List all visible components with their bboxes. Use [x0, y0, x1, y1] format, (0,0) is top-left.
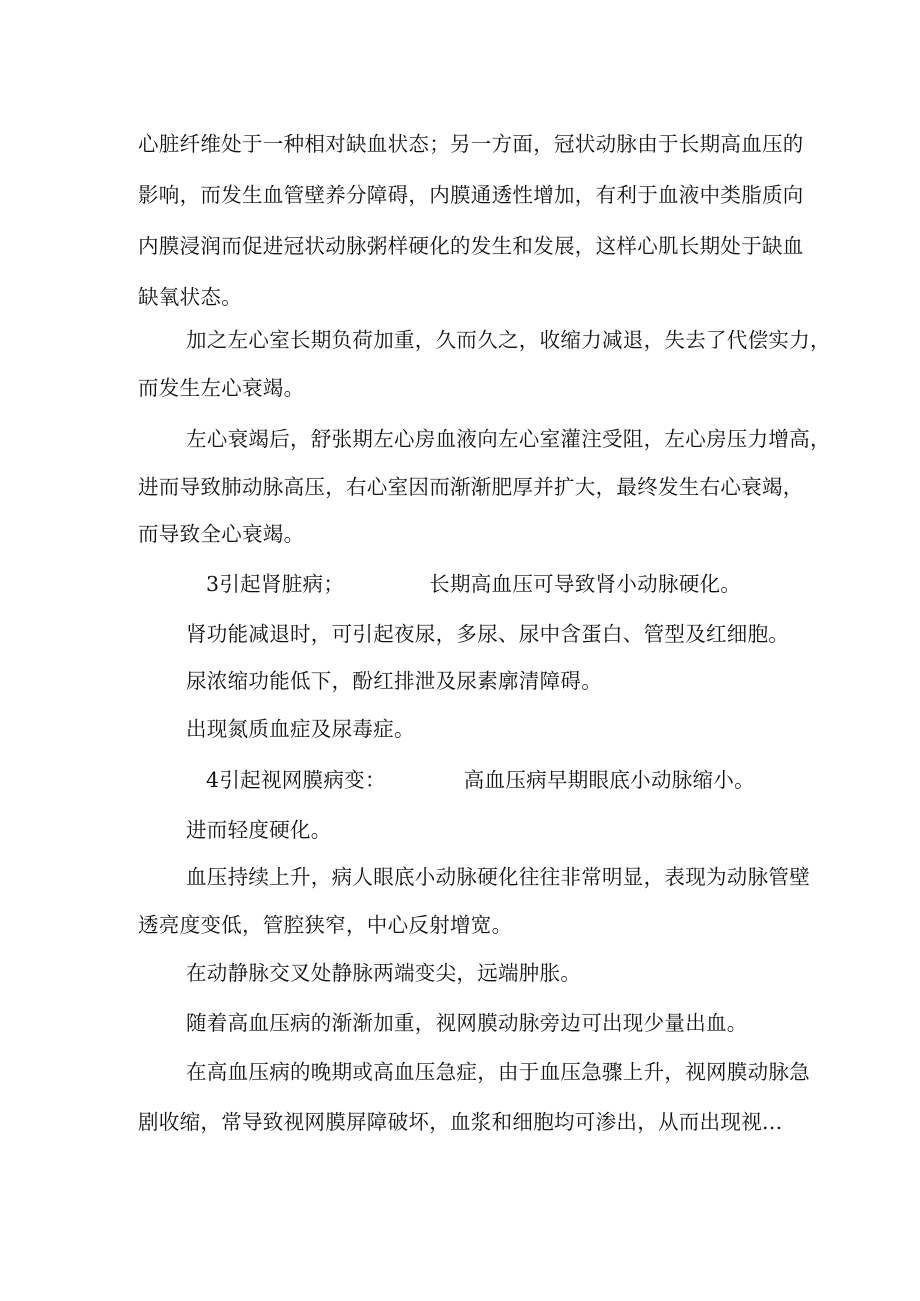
text-line: 心脏纤维处于一种相对缺血状态；另一方面，冠状动脉由于长期高血压的 [138, 132, 804, 156]
text-line: 而导致全心衰竭。 [138, 522, 305, 546]
text-line: 加之左心室长期负荷加重，久而久之，收缩力减退，失去了代偿实力， [186, 328, 831, 352]
text-line: 在高血压病的晚期或高血压急症，由于血压急骤上升，视网膜动脉急 [186, 1060, 810, 1084]
text-line: 左心衰竭后，舒张期左心房血液向左心室灌注受阻，左心房压力增高， [186, 427, 831, 451]
text-line: 内膜浸润而促进冠状动脉粥样硬化的发生和发展，这样心肌长期处于缺血 [138, 234, 804, 258]
text-line: 影响，而发生血管壁养分障碍，内膜通透性增加，有利于血液中类脂质向 [138, 183, 804, 207]
section-kidney [206, 570, 741, 598]
section-lead-text: 高血压病早期眼底小动脉缩小。 [463, 768, 755, 792]
text-line: 尿浓缩功能低下，酚红排泄及尿素廓清障碍。 [186, 669, 602, 693]
text-line: 进而导致肺动脉高压，右心室因而渐渐肥厚并扩大，最终发生右心衰竭， [138, 475, 804, 499]
text-line: 透亮度变低，管腔狭窄，中心反射增宽。 [138, 913, 513, 937]
section-retina [206, 766, 755, 794]
text-line: 而发生左心衰竭。 [138, 376, 305, 400]
text-line: 缺氧状态。 [138, 285, 242, 309]
text-line: 随着高血压病的渐渐加重，视网膜动脉旁边可出现少量出血。 [186, 1011, 748, 1035]
text-line: 血压持续上升，病人眼底小动脉硬化往往非常明显，表现为动脉管壁 [186, 865, 810, 889]
text-line: 肾功能减退时，可引起夜尿，多尿、尿中含蛋白、管型及红细胞。 [186, 622, 790, 646]
section-lead-text: 长期高血压可导致肾小动脉硬化。 [429, 572, 742, 596]
text-line: 进而轻度硬化。 [186, 818, 332, 842]
text-line: 剧收缩，常导致视网膜屏障破坏，血浆和细胞均可渗出，从而出现视... [138, 1110, 783, 1134]
text-line: 出现氮质血症及尿毒症。 [186, 717, 415, 741]
section-heading: 3引起肾脏病； [206, 572, 345, 596]
section-heading: 4引起视网膜病变： [206, 768, 386, 792]
text-line: 在动静脉交叉处静脉两端变尖，远端肿胀。 [186, 961, 582, 985]
